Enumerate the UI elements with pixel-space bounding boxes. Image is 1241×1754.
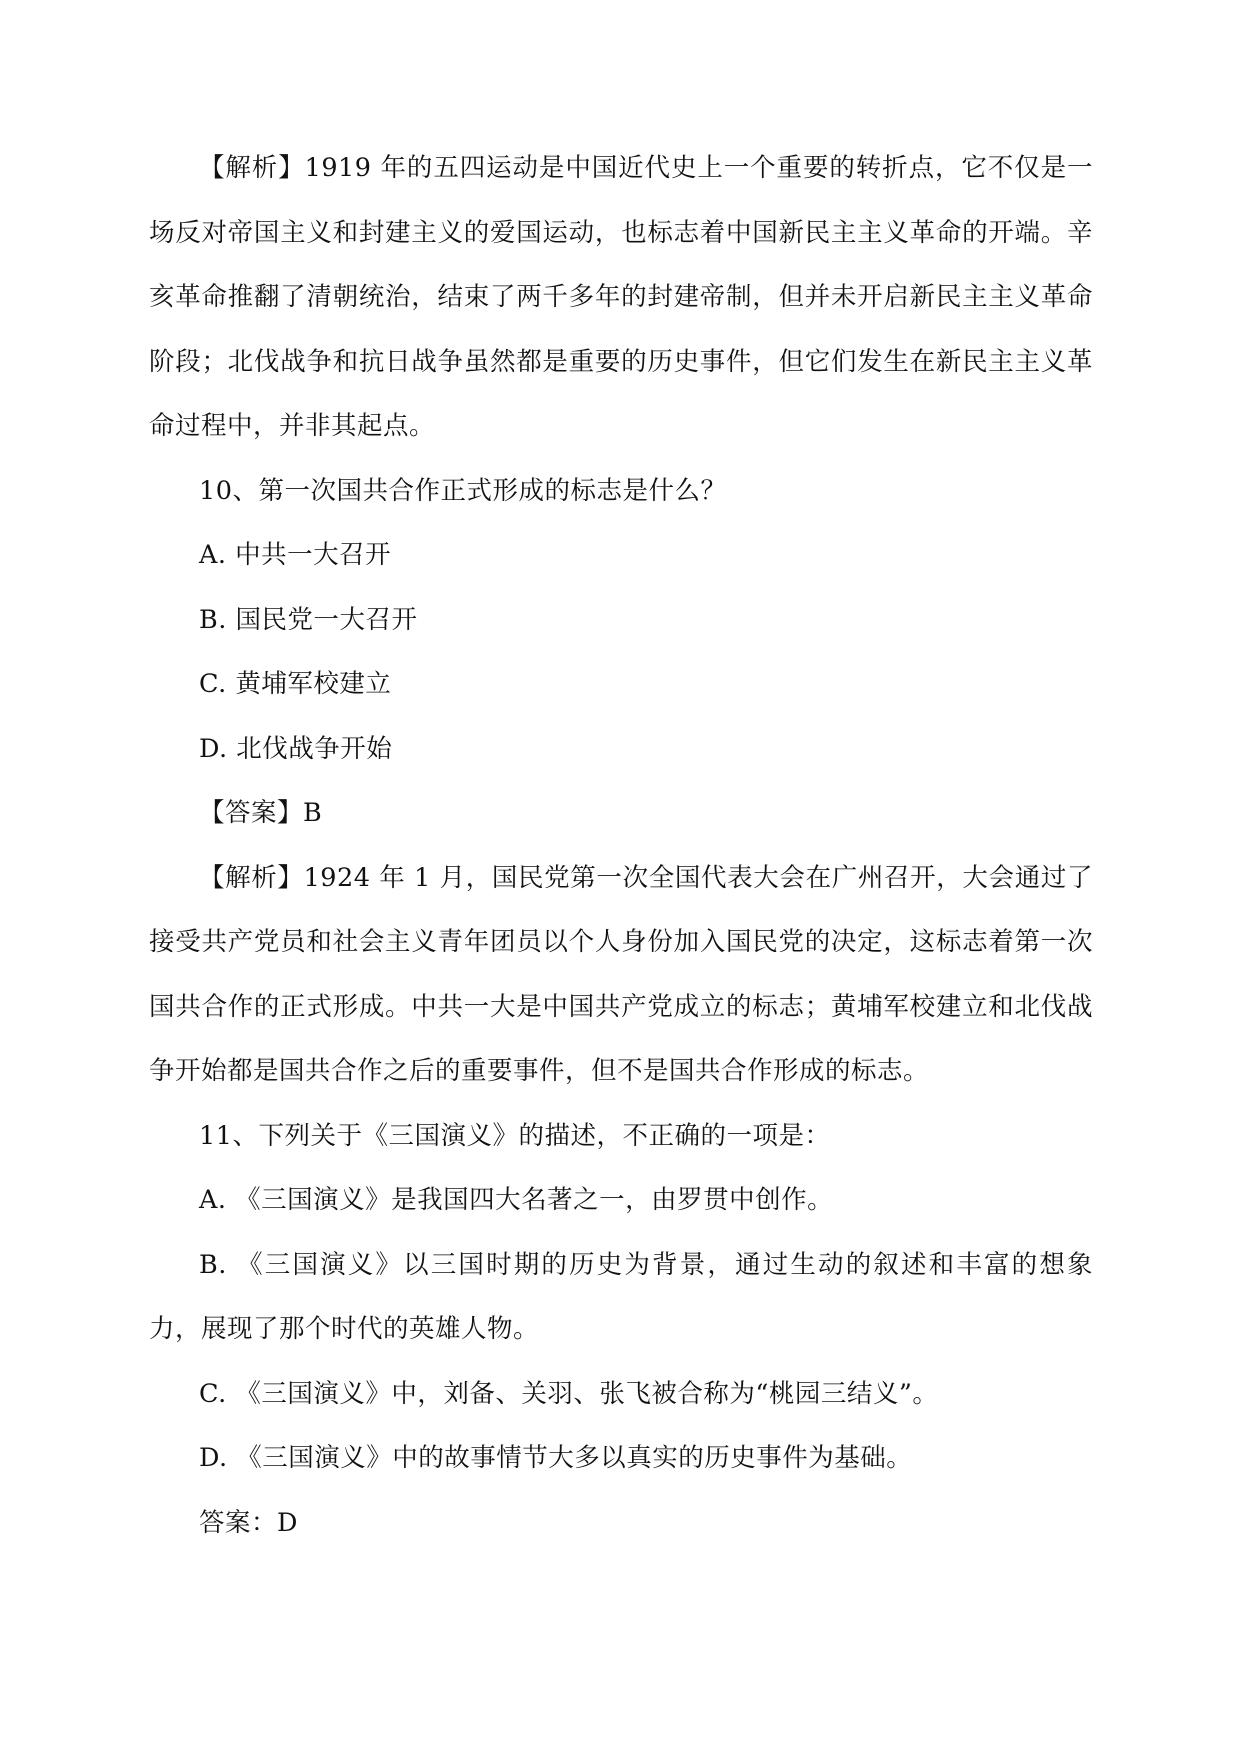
q10-option-c: C. 黄埔军校建立 xyxy=(199,669,392,699)
q10-option-a: A. 中共一大召开 xyxy=(199,540,392,570)
q11-option-a: A. 《三国演义》是我国四大名著之一，由罗贯中创作。 xyxy=(199,1185,834,1215)
q10-option-d: D. 北伐战争开始 xyxy=(199,733,393,764)
q11-option-d: D. 《三国演义》中的故事情节大多以真实的历史事件为基础。 xyxy=(199,1443,913,1473)
question-11: 11、下列关于《三国演义》的描述，不正确的一项是： xyxy=(199,1120,831,1151)
analysis-10: 【解析】1924 年 1 月，国民党第一次全国代表大会在广州召开，大会通过了接受共产党员和社会主义青年团员以个人身份加入国民党的决定，这标志着第一次国共合作的正式形成。中共一大是中国共产党成立的标志；黄埔军校建立和北伐战争开始都是国共合作之后的重要事件，但不是国共合作形成的标志。 xyxy=(149,862,1093,1086)
page-content xyxy=(149,136,1093,1555)
q10-option-b: B. 国民党一大召开 xyxy=(199,604,418,635)
q11-option-b: B. 《三国演义》以三国时期的历史为背景，通过生动的叙述和丰富的想象力，展现了那个时代的英雄人物。 xyxy=(149,1249,1093,1344)
q11-option-c: C. 《三国演义》中，刘备、关羽、张飞被合称为“桃园三结义”。 xyxy=(199,1378,939,1409)
answer-11: 答案：D xyxy=(199,1507,298,1538)
question-10: 10、第一次国共合作正式形成的标志是什么？ xyxy=(199,475,727,506)
analysis-9: 【解析】1919 年的五四运动是中国近代史上一个重要的转折点，它不仅是一场反对帝国主义和封建主义的爱国运动，也标志着中国新民主主义革命的开端。辛亥革命推翻了清朝统治，结束了两千多年的封建帝制，但并未开启新民主主义革命阶段；北伐战争和抗日战争虽然都是重要的历史事件，但它们发生在新民主主义革命过程中，并非其起点。 xyxy=(149,153,1093,441)
answer-10: 【答案】B xyxy=(199,798,323,828)
